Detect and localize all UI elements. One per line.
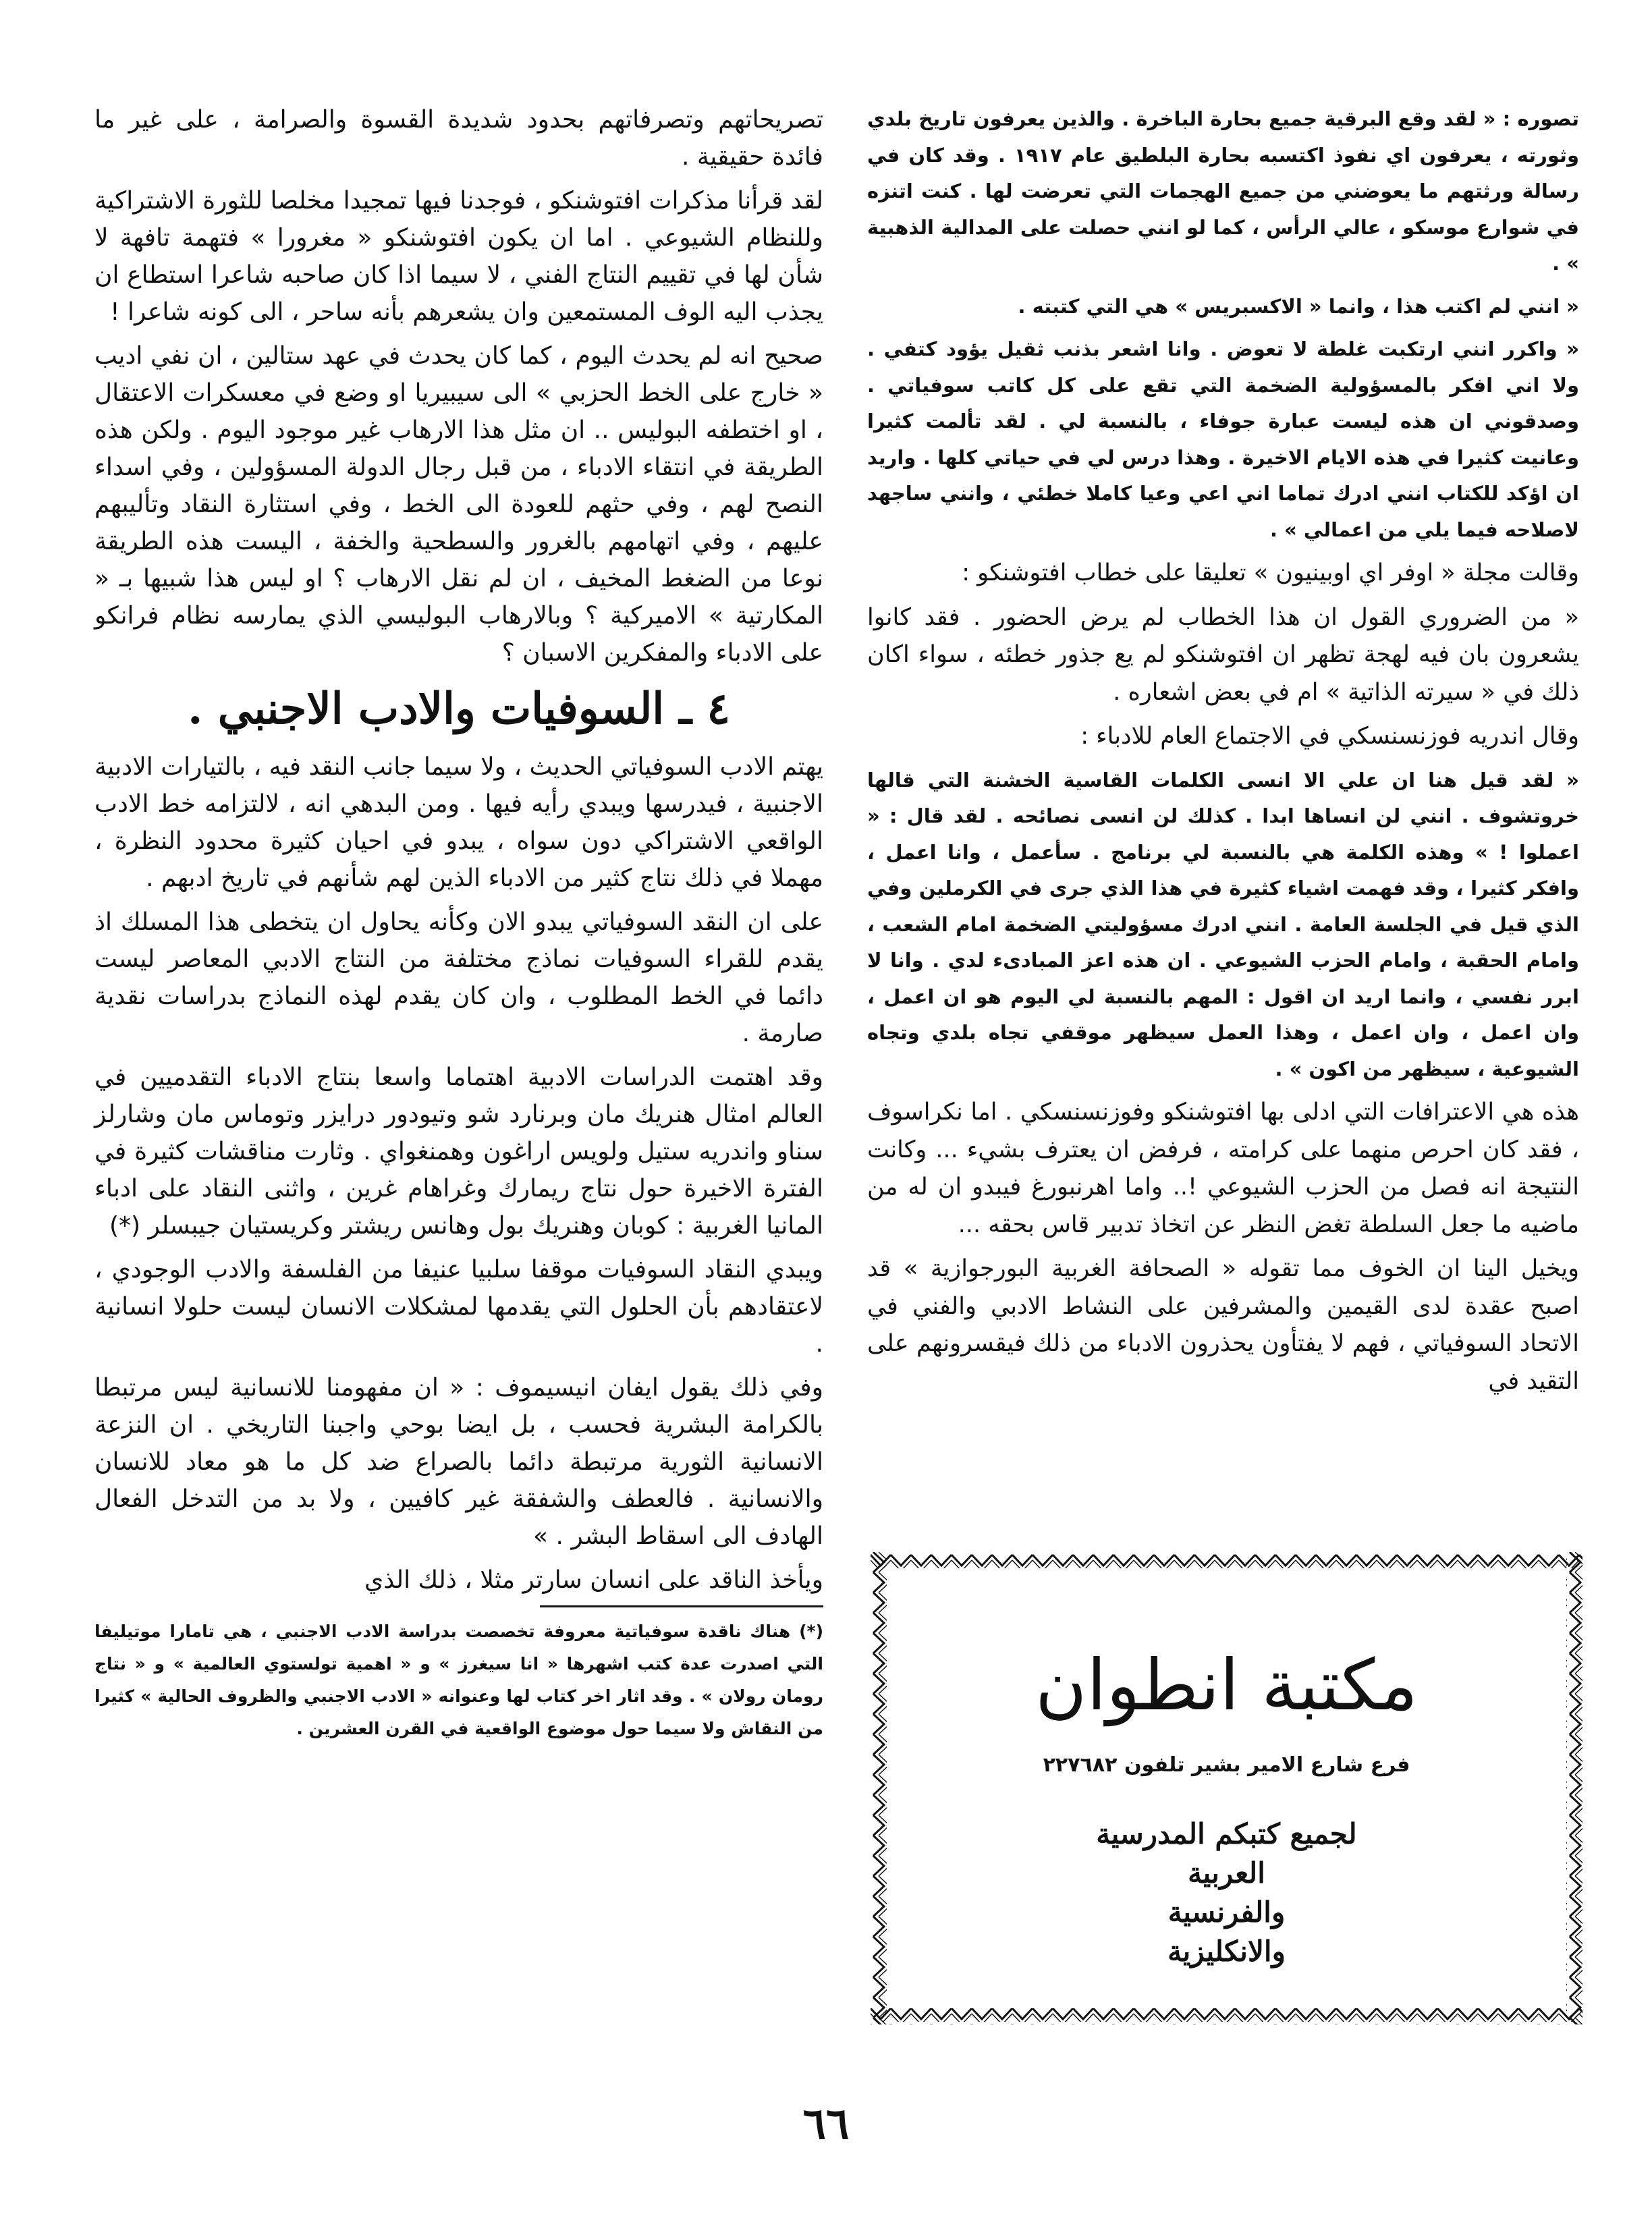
right-text-2: [867, 1094, 1579, 1400]
paragraph: « واكرر انني ارتكبت غلطة لا تعوض . وانا اشعر بذنب ثقيل يؤود كتفي . ولا اني افكر بالمسؤولية الضخمة التي تقع على كل كاتب سوفياتي . وصدقوني ان هذه ليست عبارة جوفاء ، بالنسبة لي . لقد تألمت كثيرا وعانيت كثيرا في هذه الايام الاخيرة . وهذا درس لي في حياتي كلها . واريد ان اؤكد للكتاب انني ادرك تماما اني اعي وعيا كاملا خطئي ، وانني ساجهد لاصلاحه فيما يلي من اعمالي » .: [867, 337, 1579, 541]
paragraph: وقالت مجلة « اوفر اي اوبينيون » تعليقا على خطاب افتوشنكو :: [962, 559, 1579, 586]
paragraph: « لقد قيل هنا ان علي الا انسى الكلمات القاسية الخشنة التي قالها خروتشوف . انني لن انساها ابدا . كذلك لن انسى نصائحه . لقد قال : « اعملوا ! » وهذه الكلمة هي بالنسبة لي برنامج . سأعمل ، وانا اعمل ، وافكر كثيرا ، وقد فهمت اشياء كثيرة في هذا الذي جرى في الكرملين وفي الذي قيل في الجلسة العامة . انني ادرك مسؤوليتي الضخمة امام الشعب ، وامام الحقبة ، وامام الحزب الشيوعي . ان هذه اعز المبادىء لدي . وانا لا ابرر نفسي ، وانما اريد ان اقول : المهم بالنسبة لي اليوم هو ان اعمل ، وان اعمل ، وان اعمل ، وهذا العمل سيظهر موقفي تجاه بلدي وتجاه الشيوعية ، سيظهر من اكون » .: [867, 768, 1579, 1080]
right-column: [867, 101, 1579, 1407]
paragraph: هذه هي الاعترافات التي ادلى بها افتوشنكو وفوزنسنسكي . اما نكراسوف ، فقد كان احرص منهما على كرامته ، فرفض ان يعترف بشيء ... وكانت النتيجة انه فصل من الحزب الشيوعي !.. واما اهرنبورغ فيبدو ان له من ماضيه ما جعل السلطة تغض النظر عن اتخاذ تدبير قاس بحقه ...: [867, 1099, 1579, 1238]
paragraph: وقال اندريه فوزنسنسكي في الاجتماع العام للادباء :: [1080, 723, 1579, 750]
footnote-divider: [540, 1605, 823, 1607]
paragraph: ويبدي النقاد السوفيات موقفا سلبيا عنيفا من الفلسفة والادب الوجودي ، لاعتقادهم بأن الحلول التي يقدمها لمشكلات الانسان ليست حلولا انسانية .: [94, 1256, 823, 1358]
paragraph: يهتم الادب السوفياتي الحديث ، ولا سيما جانب النقد فيه ، بالتيارات الادبية الاجنبية ، فيدرسها ويبدي رأيه فيها . ومن البدهي انه ، لالتزامه خط الادب الواقعي الاشتراكي دون سواه ، يبدو في احيان كثيرة محدود النظرة ، مهملا في ذلك نتاج كثير من الادباء الذين لهم شأنهم في تاريخ ادبهم .: [94, 753, 823, 892]
left-text-2: [94, 748, 823, 1599]
branch-phone: فرع شارع الامير بشير تلفون ٢٢٧٦٨٢: [1043, 1753, 1410, 1777]
paragraph: وقد اهتمت الدراسات الادبية اهتماما واسعا بنتاج الادباء التقدميين في العالم امثال هنريك مان وبرنارد شو وتيودور درايزر وتوماس مان وشارلز سناو واندريه ستيل ولويس اراغون وهمنغواي . وثارت مناقشات كثيرة في الفترة الاخيرة حول نتاج ريمارك وغراهام غرين ، واثنى النقاد على ادباء المانيا الغربية : كوبان وهنريك بول وهانس ريشتر وكريستيان جيبسلر (*): [94, 1064, 823, 1240]
paragraph: « انني لم اكتب هذا ، وانما « الاكسبريس » هي التي كتبته .: [1018, 294, 1579, 318]
section-heading: ٤ ـ السوفيات والادب الاجنبي .: [188, 684, 730, 734]
page-number: ٦٦: [802, 2099, 850, 2149]
ad-line: لجميع كتبكم المدرسية: [1096, 1817, 1357, 1850]
paragraph: صحيح انه لم يحدث اليوم ، كما كان يحدث في عهد ستالين ، ان نفي اديب « خارج على الخط الحزبي » الى سيبيريا او وضع في معسكرات الاعتقال ، او اختطفه البوليس .. ان مثل هذا الارهاب غير موجود اليوم . ولكن هذه الطريقة في انتقاء الادباء ، من قبل رجال الدولة المسؤولين ، وفي اسداء النصح لهم ، وفي حثهم للعودة الى الخط ، وفي استثارة النقاد وتأليبهم عليهم ، وفي اتهامهم بالغرور والسطحية والخفة ، اليست هذه الطريقة نوعا من الضغط المخيف ، ان لم نقل الارهاب ؟ او ليس هذا شبيها بـ « المكارتية » الاميركية ؟ وبالارهاب البوليسي الذي يمارسه نظام فرانكو على الادباء والمفكرين الاسبان ؟: [94, 342, 823, 667]
paragraph: ويأخذ الناقد على انسان سارتر مثلا ، ذلك الذي: [364, 1566, 823, 1594]
bookstore-advertisement: [871, 1552, 1582, 2024]
paragraph: لقد قرأنا مذكرات افتوشنكو ، فوجدنا فيها تمجيدا مخلصا للثورة الاشتراكية وللنظام الشيوعي . اما ان يكون افتوشنكو « مغرورا » فتهمة تافهة لا شأن لها في تقييم النتاج الفني ، لا سيما اذا كان صاحبه شاعرا استطاع ان يجذب اليه الوف المستمعين وان يشعرهم بأنه ساحر ، الى كونه شاعرا !: [94, 187, 823, 326]
paragraph: تصريحاتهم وتصرفاتهم بحدود شديدة القسوة والصرامة ، على غير ما فائدة حقيقية .: [94, 106, 823, 171]
left-column: [94, 101, 823, 1752]
right-bold-quotes-1: [867, 101, 1579, 548]
right-text-1: [867, 555, 1579, 756]
paragraph: « من الضروري القول ان هذا الخطاب لم يرض الحضور . فقد كانوا يشعرون بان فيه لهجة تظهر ان افتوشنكو لم يع جذور خطئه ، سواء اكان ذلك في « سيرته الذاتية » ام في بعض اشعاره .: [867, 603, 1579, 706]
footnote: [94, 1616, 823, 1745]
footnote-text: (*) هناك ناقدة سوفياتية معروفة تخصصت بدراسة الادب الاجنبي ، هي تامارا موتيليفا التي اصدرت عدة كتب اشهرها « انا سيغرز » و « اهمية تولستوي العالمية » و « نتاج رومان رولان » . وقد اثار اخر كتاب لها وعنوانه « الادب الاجنبي والظروف الحالية » كثيرا من النقاش ولا سيما حول موضوع الواقعية في القرن العشرين .: [94, 1622, 823, 1738]
paragraph: على ان النقد السوفياتي يبدو الان وكأنه يحاول ان يتخطى هذا المسلك اذ يقدم للقراء السوفيات نماذج مختلفة من النتاج الادبي المعاصر ليست دائما في الخط المطلوب ، وان كان يقدم لهذه النماذج بدراسات نقدية صارمة .: [94, 908, 823, 1047]
paragraph: تصوره : « لقد وقع البرقية جميع بحارة الباخرة . والذين يعرفون تاريخ بلدي وثورته ، يعرفون اي نفوذ اكتسبه بحارة البلطيق عام ١٩١٧ . وقد كان في رسالة ورثتهم ما يعوضني من جميع الهجمات التي تعرضت لها . كنت اتنزه في شوارع موسكو ، عالي الرأس ، كما لو انني حصلت على المدالية الذهبية » .: [867, 107, 1579, 275]
ad-line: العربية: [1188, 1856, 1265, 1889]
ad-line: والانكليزية: [1167, 1935, 1286, 1968]
right-bold-quotes-2: [867, 763, 1579, 1088]
bookstore-name: مكتبة انطوان: [1035, 1644, 1418, 1726]
left-text-1: [94, 101, 823, 671]
paragraph: وفي ذلك يقول ايفان انيسيموف : « ان مفهومنا للانسانية ليس مرتبطا بالكرامة البشرية فحسب ، بل ايضا بوحي واجبنا التاريخي . ان النزعة الانسانية الثورية مرتبطة دائما بالصراع ضد كل ما هو معاد للانسان والانسانية . فالعطف والشفقة غير كافيين ، ولا بد من التدخل الفعال الهادف الى اسقاط البشر . »: [94, 1374, 823, 1550]
ad-line: والفرنسية: [1167, 1896, 1286, 1929]
advertisement-content: [918, 1606, 1535, 1970]
ad-tagline: [918, 1815, 1535, 1971]
paragraph: ويخيل الينا ان الخوف مما تقوله « الصحافة الغربية البورجوازية » قد اصبح عقدة لدى القيمين والمشرفين على النشاط الادبي والفني في الاتحاد السوفياتي ، فهم لا يفتأون يحذرون الادباء من ذلك فيقسرونهم على التقيد في: [867, 1255, 1579, 1395]
